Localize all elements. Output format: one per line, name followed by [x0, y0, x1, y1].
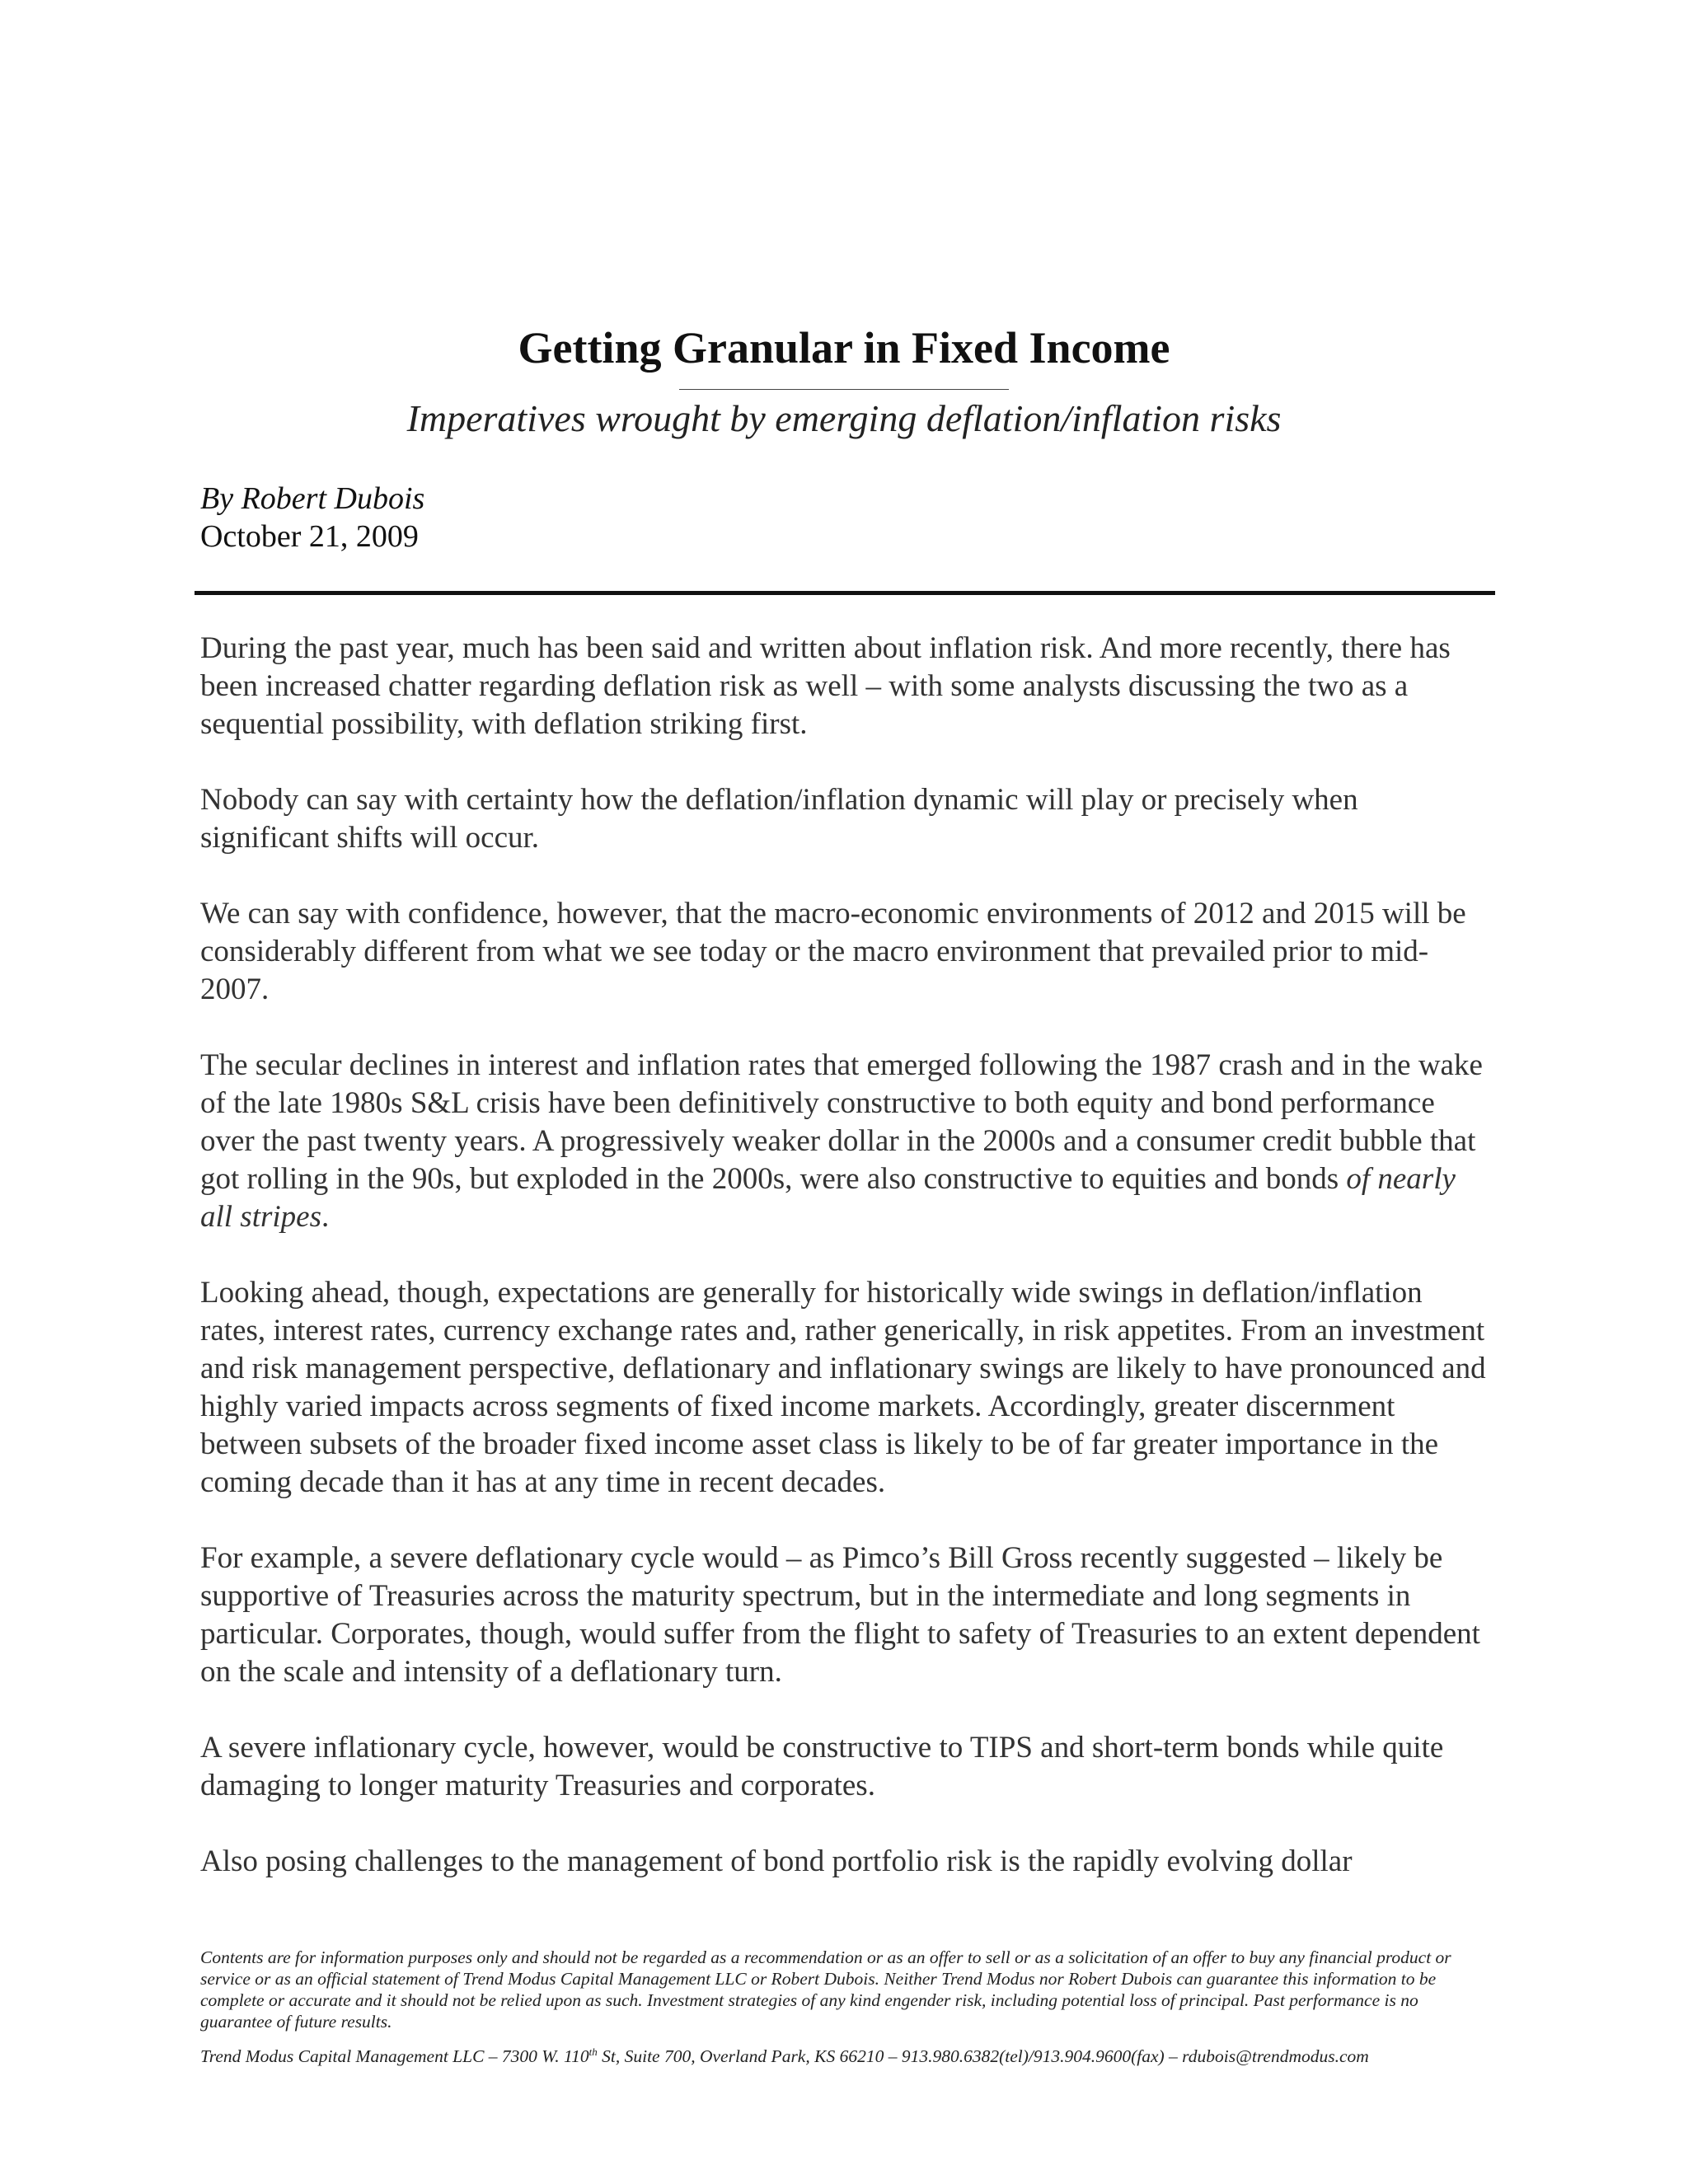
paragraph: For example, a severe deflationary cycle would – as Pimco’s Bill Gross recently suggested – likely be supportive of Treasuries across the maturity spectrum, but in the intermediate and long segments in particular. Corporates, though, would suffer from the flight to safety of Treasuries to an extent dependent on the scale and intensity of a deflationary turn. — [200, 1541, 1480, 1689]
paragraph: Nobody can say with certainty how the deflation/inflation dynamic will play or precisely when significant shifts will occur. — [200, 783, 1358, 855]
publication-date: October 21, 2009 — [200, 519, 419, 554]
address-superscript: th — [588, 2045, 598, 2058]
byline — [200, 480, 424, 555]
paragraph-emphasis: of nearly all stripes — [200, 1162, 1456, 1234]
footer-disclaimer: Contents are for information purposes only and should not be regarded as a recommendation or as an offer to sell or as a solicitation of an offer to buy any financial product or service or as an official statement of Trend Modus Capital Management LLC or Robert Dubois. Neither Trend Modus nor Robert Dubois can guarantee this information to be complete or accurate and it should not be relied upon as such. Investment strategies of any kind engender risk, including potential loss of principal. Past performance is no guarantee of future results. — [200, 1947, 1451, 2032]
paragraph-end: . — [321, 1200, 330, 1234]
address-part: Trend Modus Capital Management LLC – 7300 W. 110 — [200, 2046, 589, 2066]
paragraph: We can say with confidence, however, that the macro-economic environments of 2012 and 2015 will be considerably different from what we see today or the macro environment that prevailed prior to mid-2007. — [200, 897, 1466, 1006]
paragraph: A severe inflationary cycle, however, would be constructive to TIPS and short-term bonds while quite damaging to longer maturity Treasuries and corporates. — [200, 1731, 1444, 1802]
paragraph: Also posing challenges to the management of bond portfolio risk is the rapidly evolving dollar — [200, 1844, 1353, 1878]
document-subtitle: Imperatives wrought by emerging deflation/inflation risks — [406, 397, 1282, 439]
author-name: By Robert Dubois — [200, 481, 425, 516]
paragraph-text: The secular declines in interest and inflation rates that emerged following the 1987 crash and in the wake of the late 1980s S&L crisis have been definitively constructive to both equity and bond performance over the past twenty years. A progressively weaker dollar in the 2000s and a consumer credit bubble that got rolling in the 90s, but exploded in the 2000s, were also constructive to equities and bonds — [200, 1048, 1483, 1196]
paragraph: Looking ahead, though, expectations are generally for historically wide swings in deflation/inflation rates, interest rates, currency exchange rates and, rather generically, in risk appetites. From an investment and risk management perspective, deflationary and inflationary swings are likely to have pronounced and highly varied impacts across segments of fixed income markets. Accordingly, greater discernment between subsets of the broader fixed income asset class is likely to be of far greater importance in the coming decade than it has at any time in recent decades. — [200, 1276, 1486, 1499]
footer-address — [200, 2046, 1494, 2067]
paragraph: During the past year, much has been said and written about inflation risk. And more recently, there has been increased chatter regarding deflation risk as well – with some analysts discussing the two as a sequential possibility, with deflation striking first. — [200, 631, 1451, 741]
document-title: Getting Granular in Fixed Income — [518, 323, 1170, 373]
address-part: St, Suite 700, Overland Park, KS 66210 – 913.980.6382(tel)/913.904.9600(fax) – rdubois@trendmodus.com — [597, 2046, 1369, 2066]
title-underline — [679, 389, 1009, 390]
article-body — [200, 630, 1494, 1919]
header-divider — [195, 591, 1495, 595]
paragraph — [200, 1047, 1494, 1236]
